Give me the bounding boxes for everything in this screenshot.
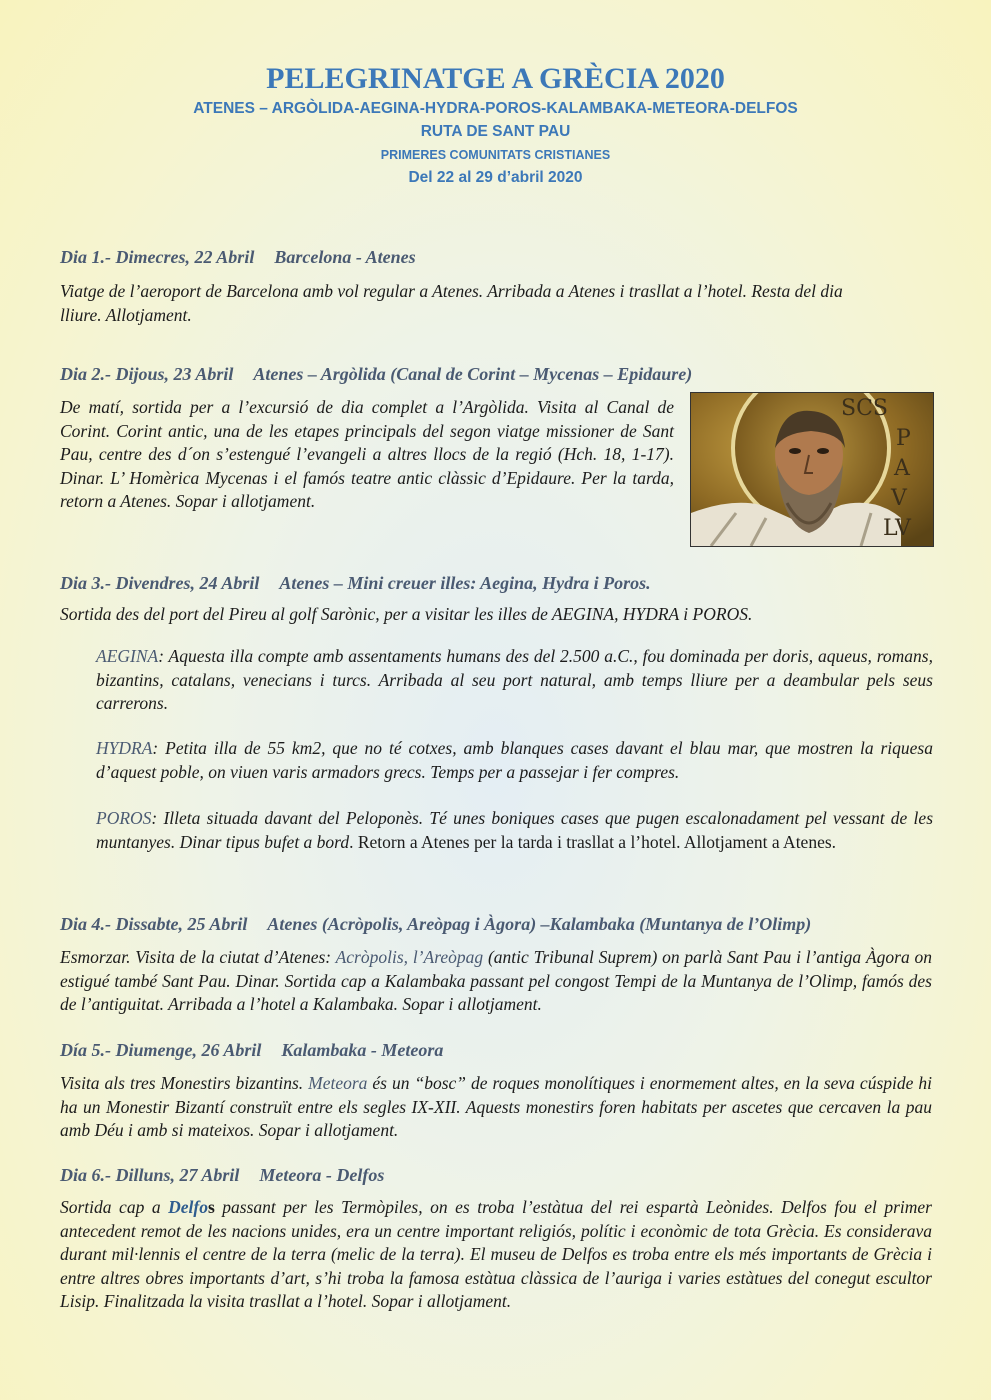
mosaic-inscription-lv: LV [883,516,911,541]
text: Esmorzar. Visita de la ciutat d’Atenes: [60,947,336,967]
text: (antic Tribunal Suprem) on parlà Sant Pau i l’antiga Àgora on estigué també Sant Pau. Dinar. Sortida cap a Kalambaka passant pel congost Tempi de la Muntanya de l’Olimp, famós des de l’antiguitat. Arribada a l’hotel a Kalambaka. Sopar i allotjament. [60,947,933,1014]
mosaic-inscription-a: A [894,456,910,481]
day-route: Kalambaka - Meteora [281,1040,444,1060]
day-3-heading [60,573,651,594]
day-2-text: De matí, sortida per a l’excursió de dia complet a l’Argòlida. Visita al Canal de Corint. Corint antic, una de les etapes principals del segon viatge missioner de Sant Pau, centre des d´on s’estengué l’evangeli a altres llocs de la regió (Hch. 18, 1-17). Dinar. L’ Homèrica Mycenas i el famós teatre antic clàssic d’Epidaure. Per la tarda, retorn a Atenes. Sopar i allotjament. [60,397,674,511]
island-name: HYDRA [96,738,153,758]
route-subtitle: ATENES – ARGÒLIDA-AEGINA-HYDRA-POROS-KALAMBAKA-METEORA-DELFOS [193,100,798,117]
island-hydra [96,737,933,784]
island-name: POROS [96,808,152,828]
day-4-heading [60,914,811,935]
island-text-tail: . Retorn a Atenes per la tarda i trasllat a l’hotel. Allotjament a Atenes. [349,831,837,852]
day-5-heading [60,1040,443,1061]
day-route: Meteora - Delfos [259,1165,385,1185]
day-route: Barcelona - Atenes [274,247,416,267]
keyword: Meteora [308,1073,368,1093]
island-poros [96,807,933,854]
day-6-text [60,1196,932,1314]
text: passant per les Termòpiles, on es troba l’estàtua del rei espartà Leònides. Delfos fou el primer antecedent remot de les nacions unides, era un centre important religiós, polític i econòmic de tota Grècia. Es considerava durant mil·lennis el centre de la terra (melic de la terra). El museu de Delfos es troba entre els més importants de Grècia i entre altres obres importants d’art, s’hi troba la famosa estàtua clàssica de l’auriga i varies estàtues del conegut escultor Lisip. Finalitzada la visita trasllat a l’hotel. Sopar i allotjament. [60,1197,932,1311]
day-1-text: Viatge de l’aeroport de Barcelona amb vol regular a Atenes. Arribada a Atenes i trasllat a l’hotel. Resta del dia lliure. Allotjament. [60,281,843,325]
island-aegina [96,645,933,716]
day-route: Atenes – Mini creuer illes: Aegina, Hydra i Poros. [279,573,651,593]
day-label: Dia 3.- Divendres, 24 Abril [60,573,260,593]
day-label: Dia 2.- Dijous, 23 Abril [60,364,234,384]
text: és un “bosc” de roques monolítiques i enormement altes, en la seva cúspide hi ha un Monestir Bizantí construït entre els segles IX-XII. Aquests monestirs foren habitats per ascetes que cercaven la pau amb Déu i amb si mateixos. Sopar i allotjament. [60,1073,932,1140]
day-label: Dia 1.- Dimecres, 22 Abril [60,247,255,267]
text: Visita als tres Monestirs bizantins. [60,1073,309,1093]
mosaic-inscription-scs: SCS [841,396,888,421]
day-6-heading [60,1165,384,1186]
island-text: : Aquesta illa compte amb assentaments humans des del 2.500 a.C., fou dominada per doris, aqueus, romans, bizantins, catalans, venecians i turcs. Arribada al seu port natural, amb temps lliure per a deambular pels seus carrerons. [96,646,933,713]
page-header [0,60,991,190]
island-text: : Petita illa de 55 km2, que no té cotxes, amb blanques cases davant el blau mar, que mostren la riquesa d’aquest poble, on viuen varis armadors grecs. Temps per a passejar i fer compres. [96,738,933,782]
mosaic-inscription-v: V [891,486,907,511]
island-name: AEGINA [96,646,159,666]
keyword: Acròpolis, l’Areòpag [335,947,484,967]
route-name: RUTA DE SANT PAU [420,123,571,140]
page-title: PELEGRINATGE A GRÈCIA 2020 [266,62,725,95]
day-route: Atenes – Argòlida (Canal de Corint – Mycenas – Epidaure) [253,364,693,384]
day-5-text [60,1072,932,1143]
day-label: Dia 6.- Dilluns, 27 Abril [60,1165,240,1185]
saint-paul-icon [690,392,934,547]
date-range: Del 22 al 29 d’abril 2020 [408,169,583,186]
theme-subtitle: PRIMERES COMUNITATS CRISTIANES [380,148,611,162]
day-label: Dia 4.- Dissabte, 25 Abril [60,914,248,934]
day-label: Día 5.- Diumenge, 26 Abril [60,1040,262,1060]
day-3-text: Sortida des del port del Pireu al golf Sarònic, per a visitar les illes de AEGINA, HYDRA i POROS. [60,604,753,624]
day-1-heading [60,247,416,268]
mosaic-inscription-p: P [896,426,911,451]
island-text: : Illeta situada davant del Peloponès. Té unes boniques cases que pugen escalonadament pel vessant de les muntanyes. Dinar tipus bufet a bord [96,808,933,852]
day-route: Atenes (Acròpolis, Areòpag i Àgora) –Kalambaka (Muntanya de l’Olimp) [267,914,812,934]
text: Sortida cap a [60,1197,169,1217]
keyword: Delfo [168,1197,208,1217]
saint-paul-mosaic [691,393,933,546]
day-2-heading [60,364,692,385]
keyword-suffix: s [207,1197,215,1217]
day-4-text [60,946,932,1017]
